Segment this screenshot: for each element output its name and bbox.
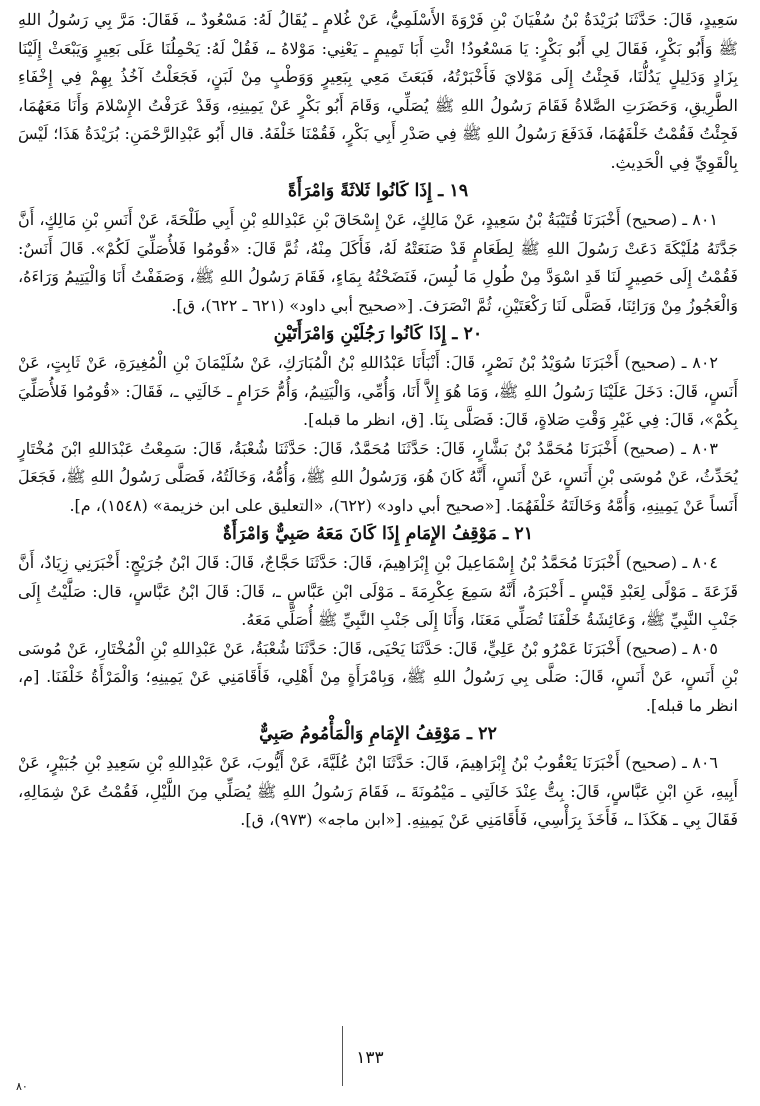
hadith-801: ٨٠١ ـ (صحيح) أَخْبَرَنَا قُتَيْبَةُ بْنُ سَعِيدٍ، عَنْ مَالِكٍ، عَنْ إِسْحَاقَ بْنِ عَبْدِاللهِ بْنِ أَبِي طَلْحَةَ، عَنْ أَنَسِ بْنِ مَالِكٍ، أَنَّ جَدَّتَهُ مُلَيْكَةَ دَعَتْ رَسُولَ اللهِ ﷺ لِطَعَامٍ قَدْ صَنَعَتْهُ لَهُ، فَأَكَلَ مِنْهُ، ثُمَّ قَالَ: «قُومُوا فَلأُصَلِّيَ لَكُمْ». قَالَ أَنَسٌ: فَقُمْتُ إِلَى حَصِيرٍ لَنَا قَدِ اسْوَدَّ مِنْ طُولِ مَا لُبِسَ، فَنَضَحْتُهُ بِمَاءٍ، فَقَامَ رَسُولُ اللهِ ﷺ، وَصَفَفْتُ أَنَا وَالْيَتِيمُ وَرَاءَهُ، وَالْعَجُوزُ مِنْ وَرَائِنَا، فَصَلَّى لَنَا رَكْعَتَيْنِ، ثُمَّ انْصَرَفَ. [«صحيح أبي داود» (٦٢١ ـ ٦٢٢)، ق]. [18,210,738,315]
chapter-heading-21: ٢١ ـ مَوْقِفُ الإِمَامِ إِذَا كَانَ مَعَهُ صَبِيٌّ وَامْرَأَةٌ [222,524,534,544]
chapter-heading-22: ٢٢ ـ مَوْقِفُ الإِمَامِ وَالْمَأْمُومُ صَبِيٌّ [259,724,497,744]
hadith-802: ٨٠٢ ـ (صحيح) أَخْبَرَنَا سُوَيْدُ بْنُ نَصْرٍ، قَالَ: أَنْبَأَنَا عَبْدُاللهِ بْنُ الْمُبَارَكِ، عَنْ سُلَيْمَانَ بْنِ الْمُغِيرَةِ، عَنْ ثَابِتٍ، عَنْ أَنَسٍ، قَالَ: دَخَلَ عَلَيْنَا رَسُولُ اللهِ ﷺ، وَمَا هُوَ إِلاَّ أَنَا، وَأُمِّي، وَالْيَتِيمُ، وَأُمُّ حَرَامٍ ـ خَالَتِي ـ، فَقَالَ: «قُومُوا فَلأُصَلِّيَ بِكُمْ»، قَالَ: فِي غَيْرِ وَقْتِ صَلاةٍ، قَالَ: فَصَلَّى بِنَا. [ق، انظر ما قبله]. [18,353,738,429]
hadith-803: ٨٠٣ ـ (صحيح) أَخْبَرَنَا مُحَمَّدُ بْنُ بَشَّارٍ، قَالَ: حَدَّثَنَا مُحَمَّدٌ، قَالَ: حَدَّثَنَا شُعْبَةُ، قَالَ: سَمِعْتُ عَبْدَاللهِ ابْنَ مُخْتَارٍ يُحَدِّثُ، عَنْ مُوسَى بْنِ أَنَسٍ، عَنْ أَنَسٍ، أَنَّهُ كَانَ هُوَ، وَرَسُولُ اللهِ ﷺ، وَأُمُّهُ، وَخَالَتُهُ، فَصَلَّى رَسُولُ اللهِ ﷺ، فَجَعَلَ أَنَساً عَنْ يَمِينِهِ، وَأُمَّهُ وَخَالَتَهُ خَلْفَهُمَا. [«صحيح أبي داود» (٦٢٢)، «التعليق على ابن خزيمة» (١٥٤٨)، م]. [18,438,739,515]
scan-edge-mark: ٨٠ [16,1080,28,1093]
chapter-heading-19: ١٩ ـ إِذَا كَانُوا ثَلاثَةً وَامْرَأَةً [287,181,469,201]
hadith-806: ٨٠٦ ـ (صحيح) أَخْبَرَنَا يَعْقُوبُ بْنُ إِبْرَاهِيمَ، قَالَ: حَدَّثَنَا ابْنُ عُلَيَّةَ، عَنْ أَيُّوبَ، عَنْ عَبْدِاللهِ بْنِ سَعِيدِ بْنِ جُبَيْرٍ، عَنْ أَبِيهِ، عَنِ ابْنِ عَبَّاسٍ، قَالَ: بِتُّ عِنْدَ خَالَتِي ـ مَيْمُونَةَ ـ، فَقَامَ رَسُولُ اللهِ ﷺ يُصَلِّي مِنَ اللَّيْلِ، فَقُمْتُ عَنْ شِمَالِهِ، فَقَالَ بِي ـ هَكَذَا ـ، فَأَخَذَ بِرَأْسِي، فَأَقَامَنِي عَنْ يَمِينِهِ. [«ابن ماجه» (٩٧٣)، ق]. [18,753,738,829]
chapter-heading-20: ٢٠ ـ إِذَا كَانُوا رَجُلَيْنِ وَامْرَأَتَيْنِ [273,324,483,344]
page-body [18,6,738,835]
page-number: ١٣٣ [356,1048,384,1068]
hadith-804: ٨٠٤ ـ (صحيح) أَخْبَرَنَا مُحَمَّدُ بْنُ إِسْمَاعِيلَ بْنِ إِبْرَاهِيمَ، قَالَ: حَدَّثَنَا حَجَّاجٌ، قَالَ: قَالَ ابْنُ جُرَيْجٍ: أَخْبَرَنِي زِيَادٌ، أَنَّ قَزَعَةَ ـ مَوْلًى لِعَبْدِ قَيْسٍ ـ أَخْبَرَهُ، أَنَّهُ سَمِعَ عِكْرِمَةَ ـ مَوْلَى ابْنِ عَبَّاسٍ ـ، قَالَ: قَالَ ابْنُ عَبَّاسٍ، قال: صَلَّيْتُ إِلَى جَنْبِ النَّبِيِّ ﷺ، وَعَائِشَةُ خَلْفَنَا تُصَلِّي مَعَنَا، وَأَنَا إِلَى جَنْبِ النَّبِيِّ ﷺ أُصَلِّي مَعَهُ. [18,553,739,629]
continued-hadith-text: سَعِيدٍ، قَالَ: حَدَّثَنَا بُرَيْدَةُ بْنُ سُفْيَانَ بْنِ فَرْوَةَ الأَسْلَمِيُّ، عَنْ غُلامٍ ـ يُقَالُ لَهُ: مَسْعُودٌ ـ، فَقَالَ: مَرَّ بِي رَسُولُ اللهِ ﷺ وَأَبُو بَكْرٍ، فَقَالَ لِي أَبُو بَكْرٍ: يَا مَسْعُودُ! ائْتِ أَبَا تَمِيمٍ ـ يَعْنِي: مَوْلاهُ ـ، فَقُلْ لَهُ: يَحْمِلُنَا عَلَى بَعِيرٍ وَيَبْعَثْ إِلَيْنَا بِزَادٍ وَدَلِيلٍ يَدُلُّنَا، فَجِئْتُ إِلَى مَوْلايَ فَأَخْبَرْتُهُ، فَبَعَثَ مَعِي بِبَعِيرٍ وَوَطْبٍ مِنْ لَبَنٍ، فَجَعَلْتُ آخُذُ بِهِمْ فِي إِخْفَاءِ الطَّرِيقِ، وَحَضَرَتِ الصَّلاةُ فَقَامَ رَسُولُ اللهِ ﷺ يُصَلِّي، وَقَامَ أَبُو بَكْرٍ عَنْ يَمِينِهِ، وَقَدْ عَرَفْتُ الإِسْلامَ وَأَنَا مَعَهُمَا، فَجِئْتُ فَقُمْتُ خَلْفَهُمَا، فَدَفَعَ رَسُولُ اللهِ ﷺ فِي صَدْرِ أَبِي بَكْرٍ، فَقُمْنَا خَلْفَهُ. قال أَبُو عَبْدِالرَّحْمَنِ: بُرَيْدَةُ هَذَا؛ لَيْسَ بِالْقَوِيِّ فِي الْحَدِيثِ. [18,10,739,172]
hadith-805: ٨٠٥ ـ (صحيح) أَخْبَرَنَا عَمْرُو بْنُ عَلِيٍّ، قَالَ: حَدَّثَنَا يَحْيَى، قَالَ: حَدَّثَنَا شُعْبَةُ، عَنْ عَبْدِاللهِ بْنِ الْمُخْتَارِ، عَنْ مُوسَى بْنِ أَنَسٍ، عَنْ أَنَسٍ، قَالَ: صَلَّى بِي رَسُولُ اللهِ ﷺ، وَبِامْرَأَةٍ مِنْ أَهْلِي، فَأَقَامَنِي عَنْ يَمِينِهِ؛ وَالْمَرْأَةُ خَلْفَنَا. [م، انظر ما قبله]. [18,638,738,715]
